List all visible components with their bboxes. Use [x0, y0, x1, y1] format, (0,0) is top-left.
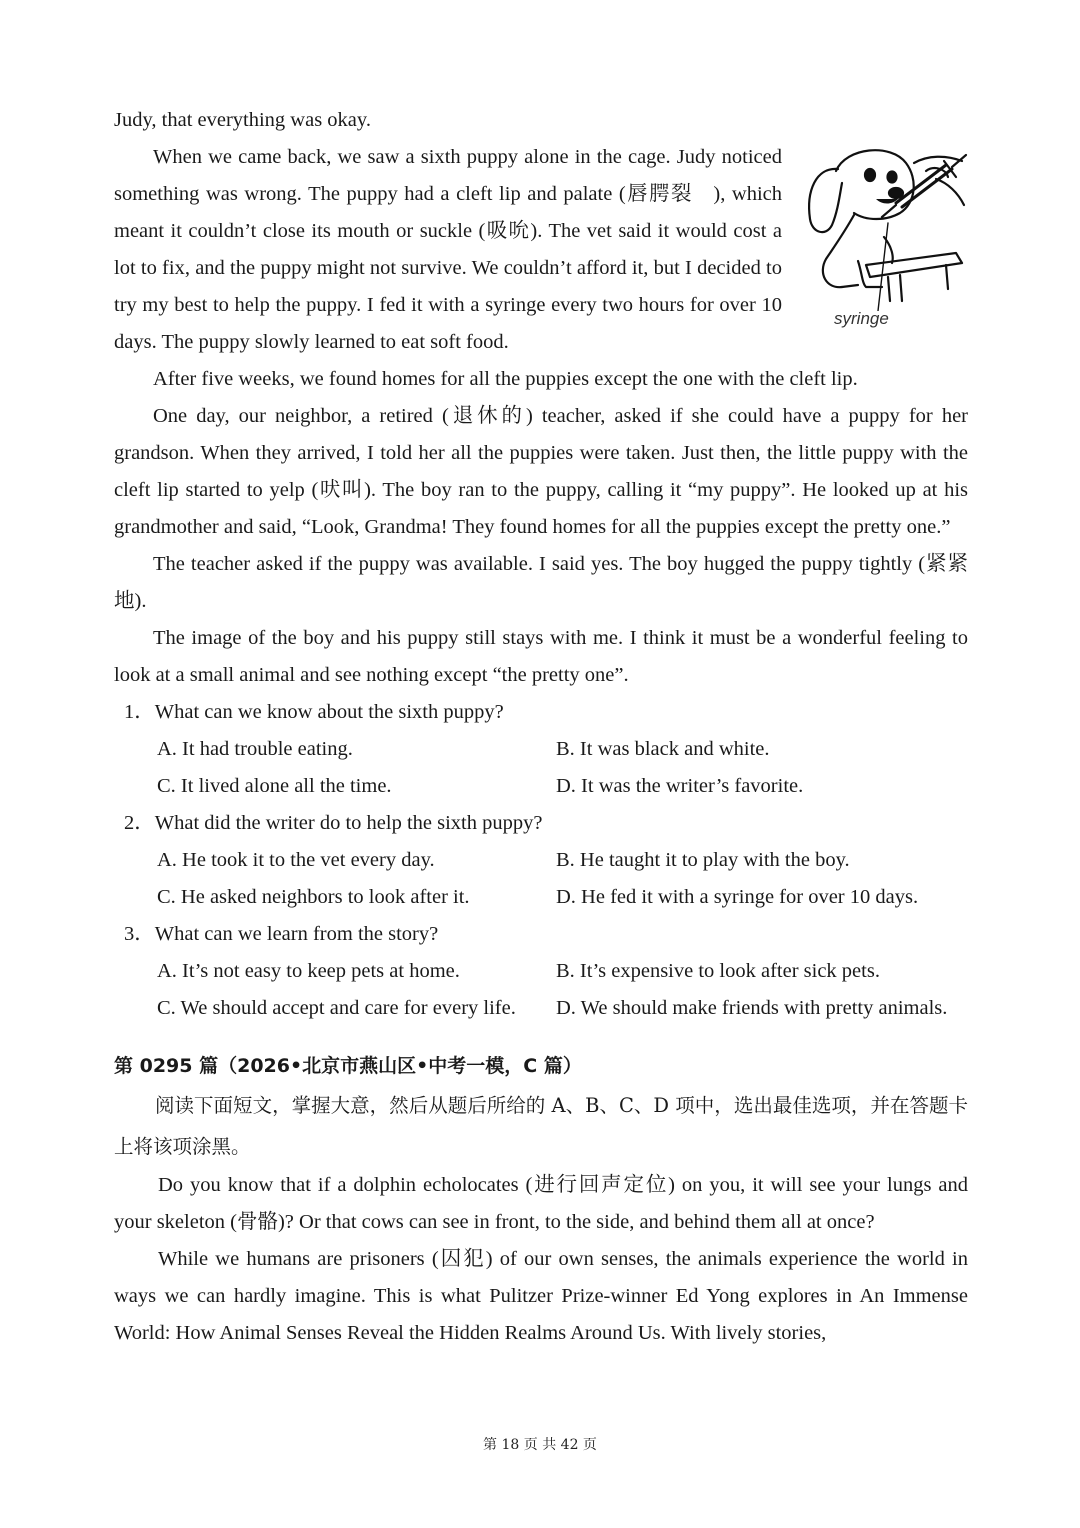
option-b: B. He taught it to play with the boy.	[556, 849, 850, 871]
question-stem: 1．What can we know about the sixth puppy?	[124, 701, 504, 723]
paragraph-five-weeks: After five weeks, we found homes for all the puppies except the one with the cleft lip.	[153, 368, 858, 390]
option-a: A. It had trouble eating.	[157, 738, 353, 760]
question-2	[114, 805, 968, 916]
question-options	[114, 842, 968, 916]
question-stem: 3．What can we learn from the story?	[124, 923, 439, 945]
option-c: C. He asked neighbors to look after it.	[157, 886, 470, 908]
paragraph-sixth-puppy: When we came back, we saw a sixth puppy alone in the cage. Judy noticed something was wrong. The puppy had a cleft lip and palate (唇腭裂 ), which meant it couldn’t close its mouth or suckle (吸吮). The vet said it would cost a lot to fix, and the puppy might not survive. We couldn’t afford it, but I decided to try my best to help the puppy. I fed it with a syringe every two hours for over 10 days. The puppy slowly learned to eat soft food.	[114, 146, 782, 353]
paragraph-dolphin: Do you know that if a dolphin echolocates (进行回声定位) on you, it will see your lungs and your skeleton (骨骼)? Or that cows can see in front, to the side, and behind them all at once?	[114, 1174, 968, 1233]
paragraph-neighbor: One day, our neighbor, a retired (退休的) teacher, asked if she could have a puppy for her grandson. When they arrived, I told her all the puppies were taken. Just then, the little puppy with the cleft lip started to yelp (吠叫). The boy ran to the puppy, calling it “my puppy”. He looked up at his grandmother and said, “Look, Grandma! They found homes for all the puppies except the pretty one.”	[114, 405, 968, 538]
option-d: D. We should make friends with pretty animals.	[556, 997, 948, 1019]
section-title: 第 0295 篇（2026•北京市燕山区•中考一模，C 篇）	[114, 1055, 582, 1077]
option-d: D. It was the writer’s favorite.	[556, 775, 804, 797]
section-instruction: 阅读下面短文，掌握大意，然后从题后所给的 A、B、C、D 项中，选出最佳选项，并在答题卡上将该项涂黑。	[114, 1094, 968, 1158]
illustrated-paragraph	[114, 139, 968, 361]
paragraph-prisoners: While we humans are prisoners (囚犯) of our own senses, the animals experience the world in ways we can hardly imagine. This is what Pulitzer Prize-winner Ed Yong explores in An Immense World: How Animal Senses Reveal the Hidden Realms Around Us. With lively stories,	[114, 1248, 968, 1344]
option-d: D. He fed it with a syringe for over 10 days.	[556, 886, 919, 908]
option-c: C. We should accept and care for every life.	[157, 997, 516, 1019]
puppy-syringe-illustration	[796, 141, 974, 341]
puppy-drawing	[796, 141, 974, 311]
paragraph-image: The image of the boy and his puppy still stays with me. I think it must be a wonderful feeling to look at a small animal and see nothing except “the pretty one”.	[114, 627, 968, 686]
question-1	[114, 694, 968, 805]
option-b: B. It was black and white.	[556, 738, 770, 760]
page-footer: 第 18 页 共 42 页	[483, 1437, 597, 1453]
paragraph-continued: Judy, that everything was okay.	[114, 109, 371, 131]
document-page	[114, 102, 968, 1352]
question-options	[114, 953, 968, 1027]
figure-caption: syringe	[834, 309, 889, 328]
option-b: B. It’s expensive to look after sick pets.	[556, 960, 880, 982]
question-stem: 2．What did the writer do to help the sixth puppy?	[124, 812, 543, 834]
question-options	[114, 731, 968, 805]
option-a: A. He took it to the vet every day.	[157, 849, 435, 871]
paragraph-teacher: The teacher asked if the puppy was available. I said yes. The boy hugged the puppy tightly (紧紧地).	[114, 553, 968, 612]
question-3	[114, 916, 968, 1027]
option-a: A. It’s not easy to keep pets at home.	[157, 960, 460, 982]
option-c: C. It lived alone all the time.	[157, 775, 392, 797]
